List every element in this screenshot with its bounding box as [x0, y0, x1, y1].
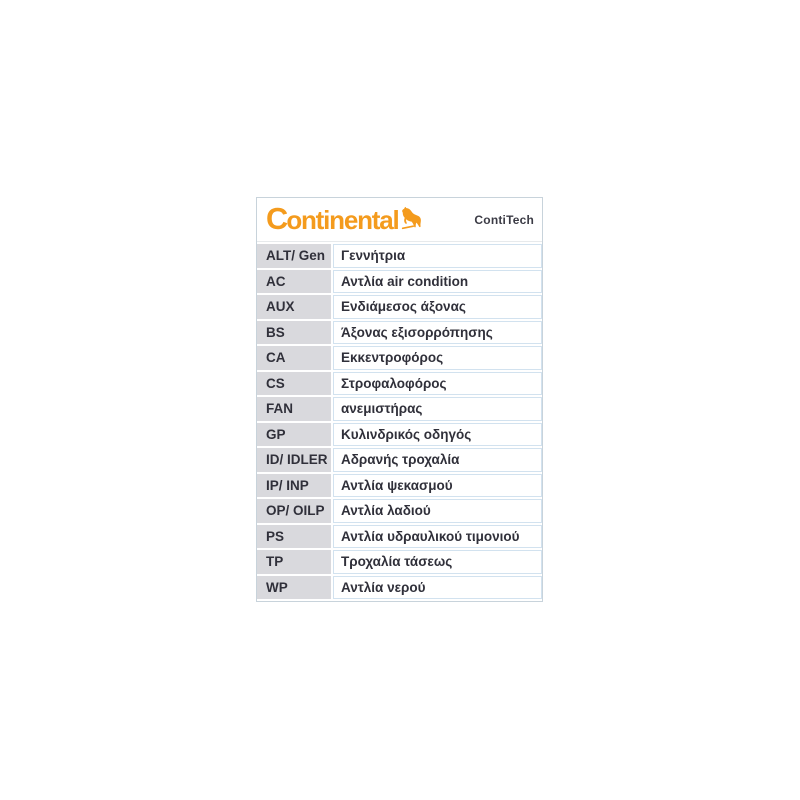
description-cell: Στροφαλοφόρος	[333, 372, 542, 396]
description-cell: Αντλία ψεκασμού	[333, 474, 542, 498]
description-cell: Ενδιάμεσος άξονας	[333, 295, 542, 319]
description-cell: Τροχαλία τάσεως	[333, 550, 542, 574]
description-cell: Αντλία air condition	[333, 270, 542, 294]
description-cell: Αντλία νερού	[333, 576, 542, 600]
continental-logo	[266, 201, 423, 237]
description-cell: Αντλία υδραυλικού τιμονιού	[333, 525, 542, 549]
table-row	[257, 423, 542, 447]
table-row	[257, 550, 542, 574]
code-cell: ID/ IDLER	[257, 448, 331, 472]
table-row	[257, 295, 542, 319]
description-cell: Άξονας εξισορρόπησης	[333, 321, 542, 345]
description-cell: Εκκεντροφόρος	[333, 346, 542, 370]
table-row	[257, 270, 542, 294]
contitech-label: ContiTech	[474, 212, 534, 227]
description-cell: Γεννήτρια	[333, 244, 542, 268]
description-cell: Αδρανής τροχαλία	[333, 448, 542, 472]
table-row	[257, 397, 542, 421]
table-row	[257, 499, 542, 523]
table-row	[257, 346, 542, 370]
table-row	[257, 525, 542, 549]
code-cell: CS	[257, 372, 331, 396]
continental-logo-text: Continental	[266, 201, 399, 237]
code-cell: OP/ OILP	[257, 499, 331, 523]
description-cell: Αντλία λαδιού	[333, 499, 542, 523]
code-cell: ALT/ Gen	[257, 244, 331, 268]
table-row	[257, 474, 542, 498]
code-cell: AUX	[257, 295, 331, 319]
table-row	[257, 448, 542, 472]
table-row	[257, 576, 542, 600]
table-header	[257, 198, 542, 242]
table-row	[257, 321, 542, 345]
code-cell: GP	[257, 423, 331, 447]
abbreviation-legend-table	[256, 197, 543, 602]
code-cell: BS	[257, 321, 331, 345]
code-cell: IP/ INP	[257, 474, 331, 498]
code-cell: PS	[257, 525, 331, 549]
table-row	[257, 372, 542, 396]
code-cell: TP	[257, 550, 331, 574]
rearing-horse-icon	[401, 206, 423, 230]
code-cell: WP	[257, 576, 331, 600]
code-cell: AC	[257, 270, 331, 294]
description-cell: Κυλινδρικός οδηγός	[333, 423, 542, 447]
table-row	[257, 244, 542, 268]
code-cell: FAN	[257, 397, 331, 421]
table-body	[257, 242, 542, 601]
code-cell: CA	[257, 346, 331, 370]
description-cell: ανεμιστήρας	[333, 397, 542, 421]
